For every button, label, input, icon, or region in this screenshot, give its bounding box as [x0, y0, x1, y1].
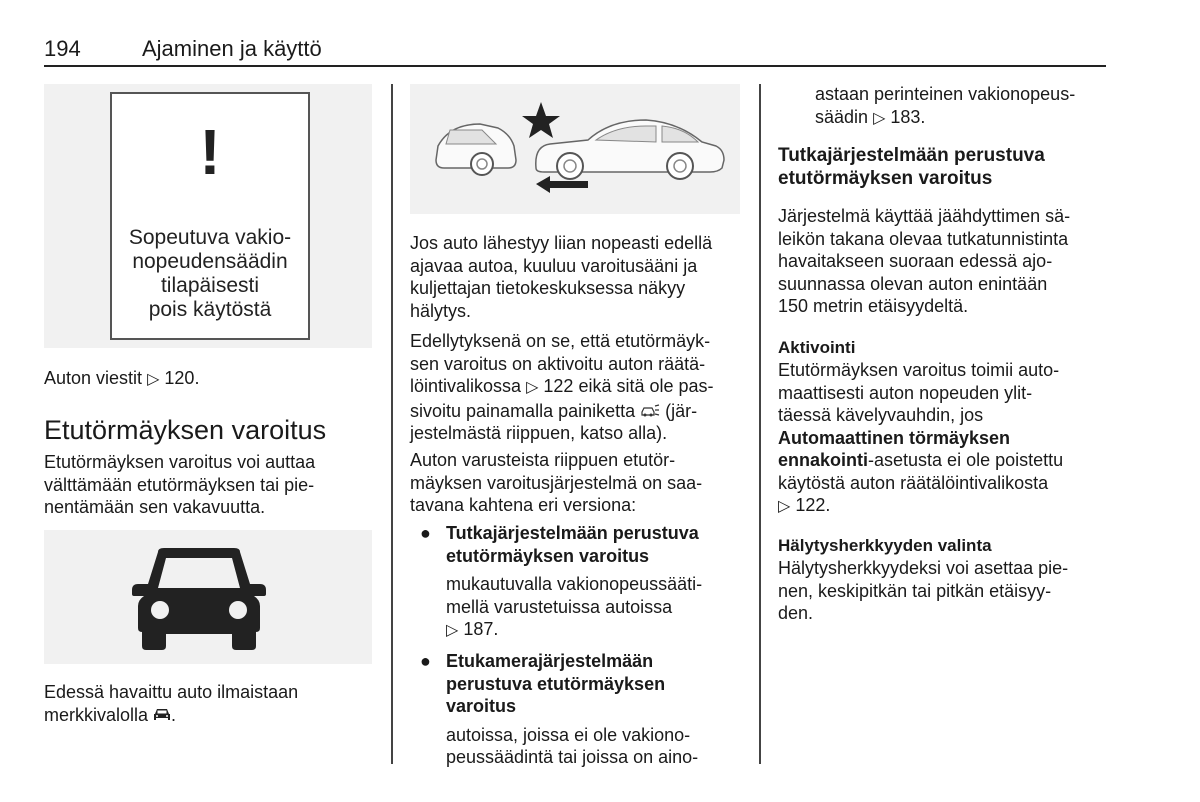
page-reference-arrow-icon: ▷	[147, 371, 160, 388]
warning-message	[129, 226, 291, 322]
bullet-title: etutörmäyksen varoitus	[446, 545, 650, 566]
subheading-line: Tutkajärjestelmään perustuva	[778, 145, 1045, 166]
ref-page: 183.	[890, 106, 926, 127]
text-line: leikön takana olevaa tutkatunnistinta	[778, 228, 1069, 249]
intro-paragraph	[44, 451, 374, 519]
activation-heading: Aktivointi	[778, 338, 856, 357]
para-versions	[410, 449, 750, 517]
bullet-icon: ●	[420, 651, 431, 671]
bullet-content	[446, 650, 698, 769]
text-line: Edessä havaittu auto ilmaistaan	[44, 682, 299, 702]
subheading-line: etutörmäyksen varoitus	[778, 167, 993, 189]
list-item	[410, 522, 750, 643]
bullet-text: autoissa, joissa ei ole vakiono-	[446, 724, 691, 745]
text-line: astaan perinteinen vakionopeus-	[815, 84, 1076, 104]
warning-display-figure	[44, 84, 372, 348]
exclamation-icon: !	[199, 116, 221, 188]
ref-text: Auton viestit	[44, 368, 143, 388]
text-line: maattisesti auton nopeuden ylit-	[778, 382, 1033, 403]
setting-name: ennakointi	[778, 450, 869, 470]
section-heading: Etutörmäyksen varoitus	[44, 415, 327, 445]
radar-paragraph	[778, 205, 1108, 318]
vehicle-ahead-figure	[44, 530, 372, 664]
collision-alert-button-icon	[640, 404, 660, 418]
para-prerequisite	[410, 330, 750, 445]
text-line: Etutörmäyksen varoitus voi auttaa	[44, 452, 316, 472]
car-approach-illustration	[410, 84, 740, 214]
text-line: Järjestelmä käyttää jäähdyttimen sä-	[778, 206, 1071, 226]
warning-line: tilapäisesti	[160, 274, 260, 297]
text-line: kuljettajan tietokeskuksessa näkyy	[410, 278, 686, 298]
list-item	[410, 650, 750, 769]
text-line: nentämään sen vakavuutta.	[44, 497, 266, 517]
text-fragment: .	[171, 704, 177, 725]
page-reference-arrow-icon: ▷	[526, 379, 539, 396]
text-line: Hälytysherkkyydeksi voi asettaa pie-	[778, 558, 1069, 578]
bullet-icon: ●	[420, 523, 431, 543]
collision-illustration	[410, 84, 740, 214]
radar-heading	[778, 145, 1108, 190]
page-reference-arrow-icon: ▷	[778, 498, 791, 515]
text-fragment: löintivalikossa	[410, 376, 522, 396]
activation-paragraph	[778, 359, 1108, 519]
text-line: nen, keskipitkän tai pitkän etäisyy-	[778, 580, 1052, 601]
bullet-row	[410, 522, 750, 643]
text-line: Jos auto lähestyy liian nopeasti edellä	[410, 233, 713, 253]
text-line-with-ref	[410, 375, 750, 400]
bullet-text: mellä varustetuissa autoissa	[446, 596, 673, 617]
text-line-with-ref	[815, 106, 1115, 131]
bullet-content	[446, 522, 702, 643]
text-line: mäyksen varoitusjärjestelmä on saa-	[410, 472, 703, 493]
ref-page: 120.	[164, 368, 200, 388]
warning-line: nopeudensäädin	[132, 250, 288, 273]
car-icon-caption	[44, 681, 374, 726]
text-fragment: sivoitu painamalla painiketta	[410, 400, 636, 421]
page-number: 194	[44, 36, 81, 61]
warning-line: pois käytöstä	[148, 298, 272, 321]
bullet-title: Etukamerajärjestelmään	[446, 651, 654, 671]
para-warning-behavior	[410, 232, 745, 322]
text-line: käytöstä auton räätälöintivalikosta	[778, 472, 1049, 493]
page-reference-arrow-icon: ▷	[446, 622, 459, 639]
setting-name: Automaattinen törmäyksen	[778, 427, 1011, 448]
header-rule	[44, 65, 1106, 67]
ref-page: 187.	[463, 619, 499, 639]
vehicle-ahead-icon	[153, 708, 171, 722]
warning-display	[110, 92, 310, 340]
text-line: Auton varusteista riippuen etutör-	[410, 450, 676, 470]
text-line-ref	[778, 494, 1108, 519]
bullet-title: perustuva etutörmäyksen	[446, 673, 666, 694]
bullet-continuation	[815, 83, 1115, 130]
bullet-text: mukautuvalla vakionopeussääti-	[446, 574, 703, 594]
text-line: sen varoitus on aktivoitu auton räätä-	[410, 353, 706, 374]
text-fragment: merkkivalolla	[44, 704, 149, 725]
bullet-title: varoitus	[446, 696, 517, 716]
text-fragment: säädin	[815, 106, 869, 127]
text-line: Etutörmäyksen varoitus toimii auto-	[778, 360, 1060, 380]
bullet-row	[410, 650, 750, 769]
bullet-text: peussäädintä tai joissa on aino-	[446, 747, 699, 767]
vehicle-ahead-icon	[128, 544, 270, 654]
warning-line: Sopeutuva vakio-	[128, 226, 292, 249]
caption-last-line	[44, 704, 374, 727]
messages-reference	[44, 367, 199, 392]
sensitivity-heading: Hälytysherkkyyden valinta	[778, 536, 992, 555]
chapter-title: Ajaminen ja käyttö	[142, 36, 322, 61]
page-reference-arrow-icon: ▷	[873, 109, 886, 127]
text-line: Edellytyksenä on se, että etutörmäyk-	[410, 331, 711, 351]
text-line: tavana kahtena eri versiona:	[410, 495, 637, 515]
text-line: havaitakseen suoraan edessä ajo-	[778, 251, 1053, 271]
text-line: jestelmästä riippuen, katso alla).	[410, 423, 668, 443]
text-line: den.	[778, 603, 814, 623]
text-line: 150 metrin etäisyydeltä.	[778, 296, 969, 316]
text-fragment: (jär-	[665, 400, 698, 421]
text-fragment: 122 eikä sitä ole pas-	[543, 376, 714, 396]
text-line: hälytys.	[410, 300, 472, 321]
ref-page: 122.	[795, 495, 831, 515]
bullet-ref	[446, 618, 702, 643]
text-line: täessä kävelyvauhdin, jos	[778, 405, 984, 425]
text-line: välttämään etutörmäyksen tai pie-	[44, 474, 315, 495]
sensitivity-paragraph	[778, 557, 1108, 625]
bullet-title: Tutkajärjestelmään perustuva	[446, 523, 699, 543]
column-divider-left	[391, 84, 393, 764]
text-line-with-icon	[410, 400, 750, 423]
text-line	[778, 449, 1108, 472]
text-line: ajavaa autoa, kuuluu varoitusääni ja	[410, 255, 698, 276]
text-line: suunnassa olevan auton enintään	[778, 273, 1048, 294]
column-divider-right	[759, 84, 761, 764]
text-fragment: -asetusta ei ole poistettu	[868, 450, 1064, 470]
